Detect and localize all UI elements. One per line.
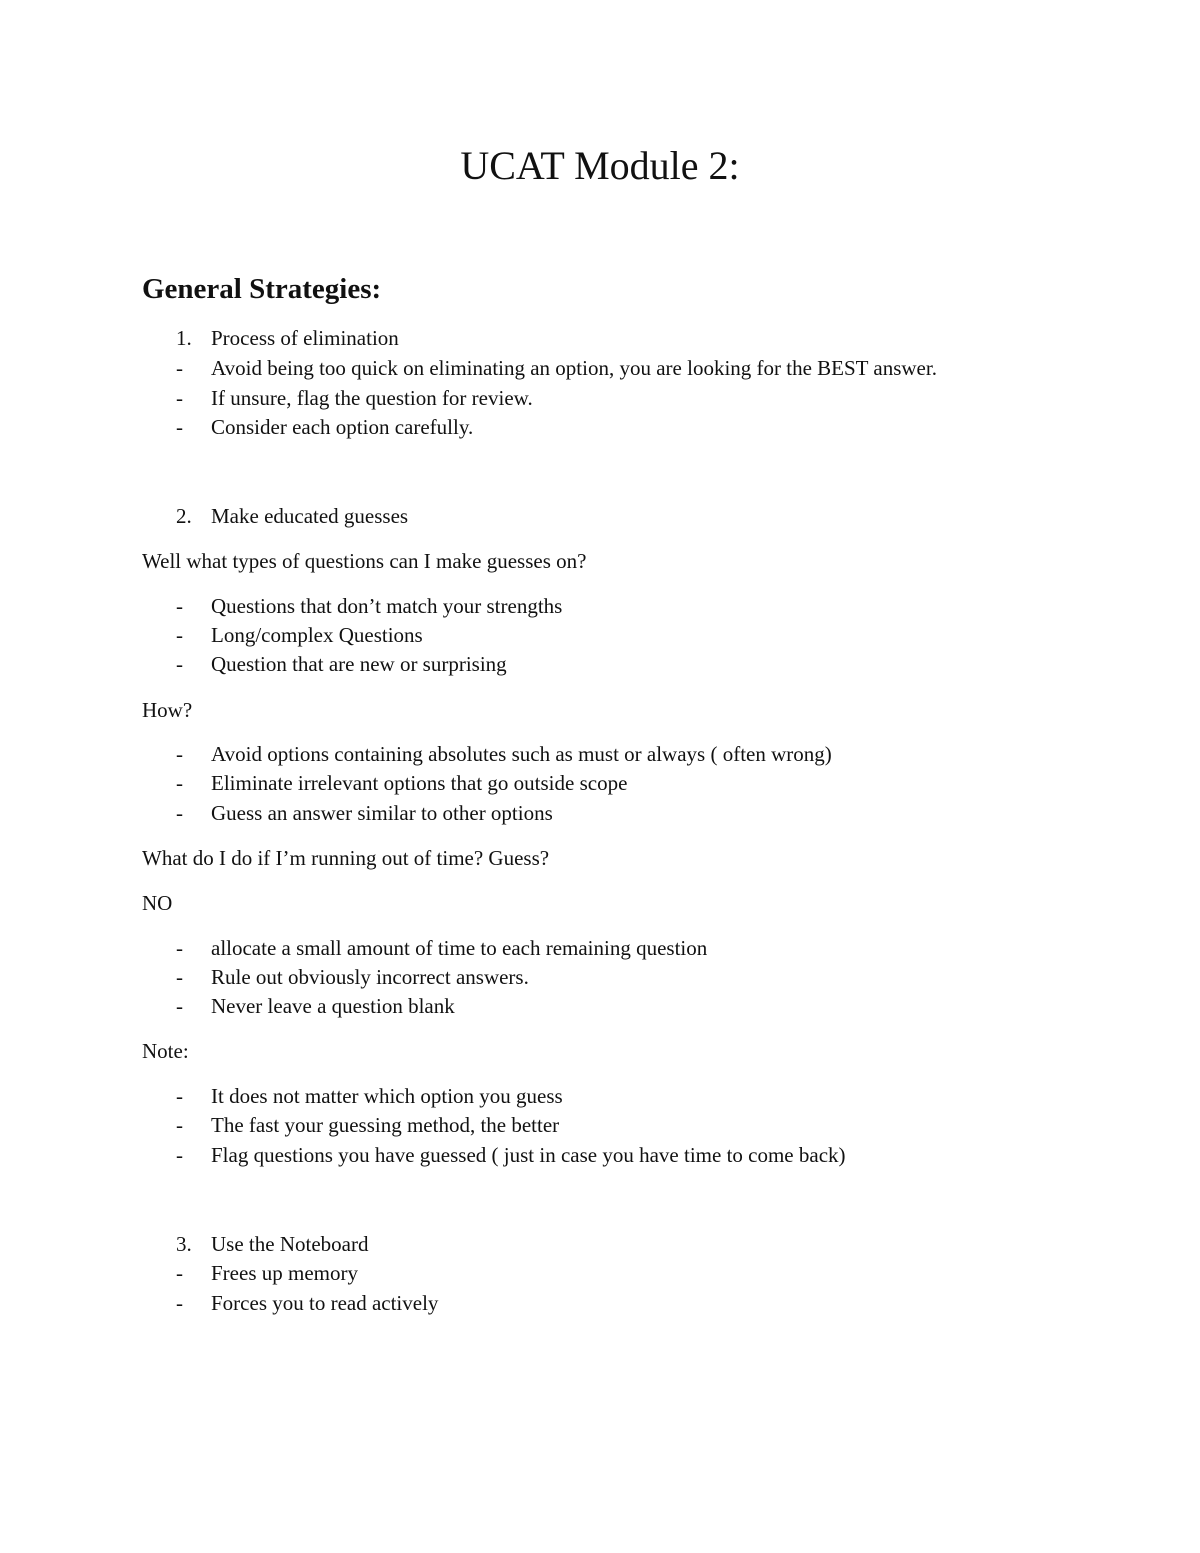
page-title: UCAT Module 2:: [460, 143, 740, 188]
bullet-marker: -: [176, 594, 183, 618]
list-item: Frees up memory: [211, 1261, 358, 1285]
list-item: Consider each option carefully.: [211, 415, 474, 439]
strategy-label: Process of elimination: [211, 326, 399, 350]
list-item: Long/complex Questions: [211, 623, 423, 647]
list-item: Flag questions you have guessed ( just in case you have time to come back): [211, 1143, 846, 1167]
bullet-marker: -: [176, 356, 183, 380]
paragraph: Note:: [142, 1039, 189, 1063]
bullet-marker: -: [176, 936, 183, 960]
bullet-marker: -: [176, 801, 183, 825]
list-number: 3.: [176, 1232, 192, 1256]
bullet-marker: -: [176, 415, 183, 439]
list-item: Rule out obviously incorrect answers.: [211, 965, 529, 989]
list-item: Question that are new or surprising: [211, 652, 507, 676]
bullet-marker: -: [176, 1084, 183, 1108]
list-item: Avoid options containing absolutes such as must or always ( often wrong): [211, 742, 832, 766]
list-item: Forces you to read actively: [211, 1291, 439, 1315]
list-item: Questions that don’t match your strengths: [211, 594, 563, 618]
section-heading: General Strategies:: [142, 273, 382, 305]
list-number: 1.: [176, 326, 192, 350]
bullet-marker: -: [176, 1291, 183, 1315]
list-item: allocate a small amount of time to each remaining question: [211, 936, 708, 960]
list-item: Eliminate irrelevant options that go outside scope: [211, 771, 628, 795]
list-item: Never leave a question blank: [211, 994, 455, 1018]
paragraph: NO: [142, 891, 173, 915]
bullet-marker: -: [176, 965, 183, 989]
bullet-marker: -: [176, 1143, 183, 1167]
bullet-marker: -: [176, 742, 183, 766]
list-item: Avoid being too quick on eliminating an option, you are looking for the BEST answer.: [211, 356, 937, 380]
paragraph: Well what types of questions can I make guesses on?: [142, 549, 587, 573]
bullet-marker: -: [176, 652, 183, 676]
strategy-label: Make educated guesses: [211, 504, 409, 528]
strategy-label: Use the Noteboard: [211, 1232, 369, 1256]
bullet-marker: -: [176, 1261, 183, 1285]
paragraph: What do I do if I’m running out of time? Guess?: [142, 846, 550, 870]
bullet-marker: -: [176, 994, 183, 1018]
list-number: 2.: [176, 504, 192, 528]
bullet-marker: -: [176, 623, 183, 647]
bullet-marker: -: [176, 386, 183, 410]
paragraph: How?: [142, 698, 193, 722]
list-item: The fast your guessing method, the better: [211, 1113, 560, 1137]
list-item: If unsure, flag the question for review.: [211, 386, 533, 410]
bullet-marker: -: [176, 771, 183, 795]
bullet-marker: -: [176, 1113, 183, 1137]
list-item: It does not matter which option you guess: [211, 1084, 563, 1108]
list-item: Guess an answer similar to other options: [211, 801, 553, 825]
